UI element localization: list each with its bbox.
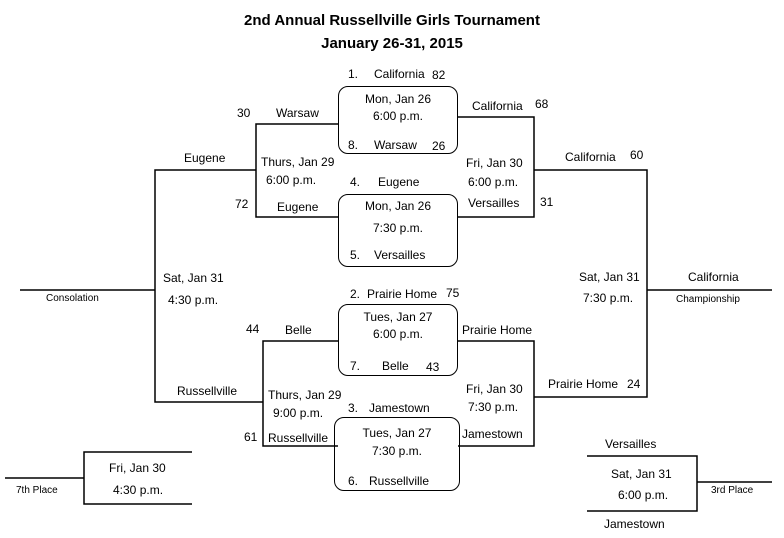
cons-semi-b-day: Thurs, Jan 29 xyxy=(268,388,342,402)
consolation-team-top: Eugene xyxy=(184,151,226,165)
cons-semi-a-score-bottom: 72 xyxy=(235,197,249,211)
game3-score-bottom: 43 xyxy=(426,360,440,374)
third-place-bracket xyxy=(587,456,697,511)
cons-semi-a-team-bottom: Eugene xyxy=(277,200,319,214)
game3-team-bottom: Belle xyxy=(382,359,409,373)
championship-score-bottom: 24 xyxy=(627,377,641,391)
championship-team-top: California xyxy=(565,150,616,164)
cons-semi-a-time: 6:00 p.m. xyxy=(266,173,317,187)
game4-seed-bottom: 6. xyxy=(348,474,359,488)
winner-semi-b-time: 7:30 p.m. xyxy=(468,400,519,414)
game1-score-bottom: 26 xyxy=(432,139,446,153)
cons-semi-b-team-bottom: Russellville xyxy=(268,431,329,445)
game1-team-top: California xyxy=(374,67,425,81)
cons-semi-b-team-top: Belle xyxy=(285,323,312,337)
game3-seed-top: 2. xyxy=(350,287,361,301)
game3-day: Tues, Jan 27 xyxy=(363,310,433,324)
consolation-label: Consolation xyxy=(46,293,99,304)
championship-day: Sat, Jan 31 xyxy=(579,270,640,284)
cons-semi-b-score-top: 44 xyxy=(246,322,260,336)
game2-day: Mon, Jan 26 xyxy=(364,199,432,213)
tournament-title: 2nd Annual Russellville Girls Tournament xyxy=(244,12,540,29)
winner-semi-a-score-top: 68 xyxy=(535,97,549,111)
game4-time: 7:30 p.m. xyxy=(371,444,423,458)
seventh-place-label: 7th Place xyxy=(16,485,58,496)
third-place-time: 6:00 p.m. xyxy=(618,488,669,502)
game2-time: 7:30 p.m. xyxy=(372,221,424,235)
championship-winner: California xyxy=(688,270,739,284)
cons-semi-b-time: 9:00 p.m. xyxy=(273,406,324,420)
third-place-label: 3rd Place xyxy=(711,485,754,496)
game2-team-bottom: Versailles xyxy=(374,248,426,262)
third-place-team-bottom: Jamestown xyxy=(604,517,665,531)
cons-semi-a-score-top: 30 xyxy=(237,106,251,120)
cons-semi-b-score-bottom: 61 xyxy=(244,430,258,444)
game4-seed-top: 3. xyxy=(348,401,359,415)
game1-team-bottom: Warsaw xyxy=(374,138,417,152)
game3-time: 6:00 p.m. xyxy=(372,327,424,341)
game3-score-top: 75 xyxy=(446,286,460,300)
winner-semi-b-team-bottom: Jamestown xyxy=(462,427,523,441)
championship-time: 7:30 p.m. xyxy=(583,291,634,305)
seventh-place-day: Fri, Jan 30 xyxy=(109,461,166,475)
consolation-time: 4:30 p.m. xyxy=(168,293,219,307)
championship-team-bottom: Prairie Home xyxy=(548,377,619,391)
game2-team-top: Eugene xyxy=(378,175,420,189)
game4-team-top: Jamestown xyxy=(369,401,430,415)
winner-semi-a-day: Fri, Jan 30 xyxy=(466,156,523,170)
winner-semi-a-team-bottom: Versailles xyxy=(468,196,520,210)
championship-score-top: 60 xyxy=(630,148,644,162)
third-place-day: Sat, Jan 31 xyxy=(611,467,672,481)
winner-semi-a-team-top: California xyxy=(472,99,523,113)
championship-label: Championship xyxy=(676,294,740,305)
cons-semi-a-team-top: Warsaw xyxy=(276,106,319,120)
winner-semi-a-time: 6:00 p.m. xyxy=(468,175,519,189)
game4-day: Tues, Jan 27 xyxy=(362,426,432,440)
game1-time: 6:00 p.m. xyxy=(372,109,424,123)
winner-semi-b-team-top: Prairie Home xyxy=(462,323,533,337)
game2-seed-top: 4. xyxy=(350,175,361,189)
game3-seed-bottom: 7. xyxy=(350,359,361,373)
seventh-place-time: 4:30 p.m. xyxy=(113,483,164,497)
game4-team-bottom: Russellville xyxy=(369,474,430,488)
consolation-day: Sat, Jan 31 xyxy=(163,271,224,285)
consolation-team-bottom: Russellville xyxy=(177,384,238,398)
winner-semi-a-score-bottom: 31 xyxy=(540,195,554,209)
third-place-team-top: Versailles xyxy=(605,437,657,451)
game1-score-top: 82 xyxy=(432,68,446,82)
winner-semi-b-day: Fri, Jan 30 xyxy=(466,382,523,396)
game3-team-top: Prairie Home xyxy=(367,287,438,301)
game2-seed-bottom: 5. xyxy=(350,248,361,262)
tournament-dates: January 26-31, 2015 xyxy=(321,35,463,52)
game1-seed-bottom: 8. xyxy=(348,138,359,152)
cons-semi-a-day: Thurs, Jan 29 xyxy=(261,155,335,169)
game1-seed-top: 1. xyxy=(348,67,359,81)
game1-day: Mon, Jan 26 xyxy=(364,92,432,106)
